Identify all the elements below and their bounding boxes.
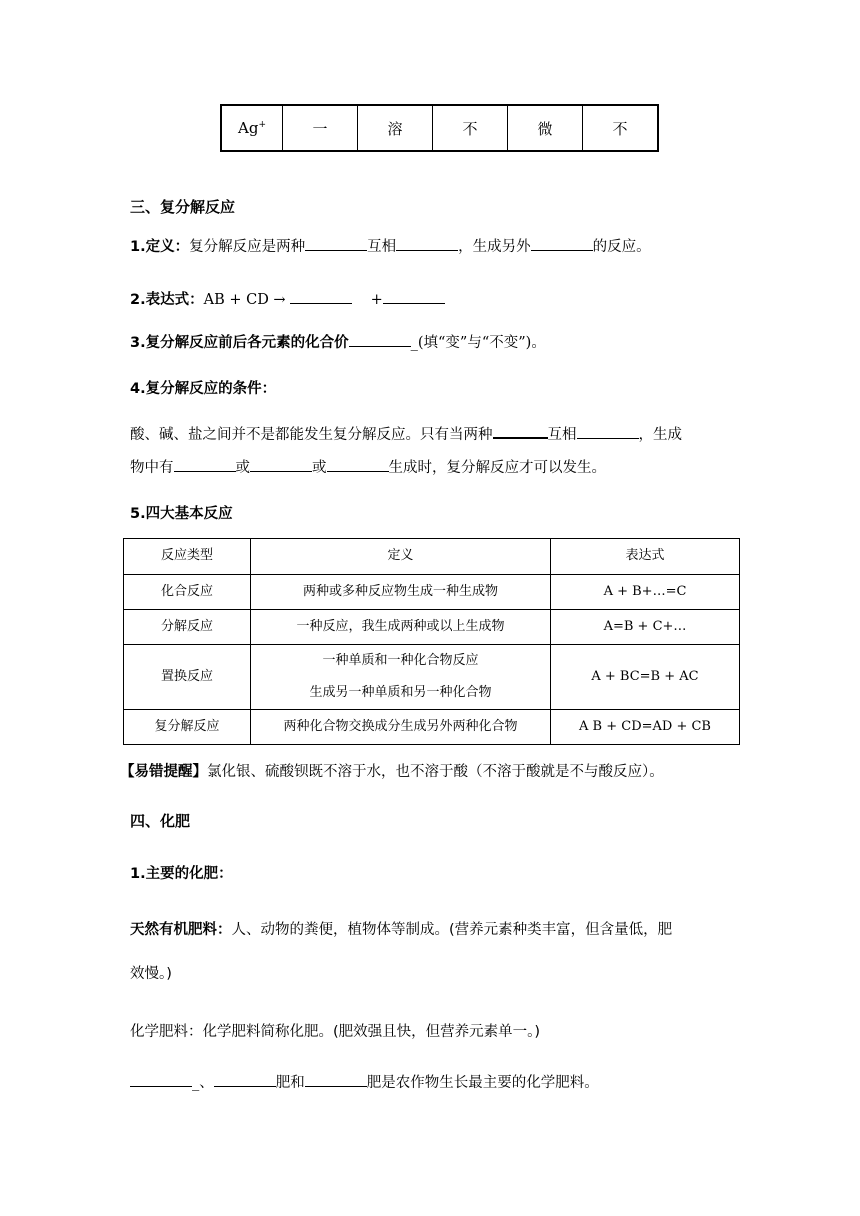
reaction-types-table xyxy=(123,538,740,745)
organic-line-1 xyxy=(130,918,672,939)
solubility-table-fragment xyxy=(220,104,659,152)
header-cell: 反应类型 xyxy=(124,539,251,575)
text: ，生成 xyxy=(638,427,682,443)
table-row xyxy=(221,105,658,151)
text: 物中有 xyxy=(130,460,174,476)
blank xyxy=(396,238,458,251)
ion-label: Ag xyxy=(238,119,259,137)
blank xyxy=(130,1074,192,1087)
table-row xyxy=(124,610,740,645)
blank xyxy=(531,238,593,251)
text: 或 xyxy=(312,460,327,476)
table-cell: 微 xyxy=(508,105,583,151)
main-fertilizers-label: 1.主要的化肥： xyxy=(130,866,233,882)
text: 酸、碱、盐之间并不是都能发生复分解反应。只有当两种 xyxy=(130,427,493,443)
organic-line-2 xyxy=(130,962,172,983)
blank xyxy=(305,238,367,251)
blank xyxy=(383,291,445,304)
reminder-text: 氯化银、硫酸钡既不溶于水，也不溶于酸（不溶于酸就是不与酸反应）。 xyxy=(207,764,664,780)
expression-label: 2.表达式： xyxy=(130,292,204,308)
section4-heading: 四、化肥 xyxy=(130,812,191,830)
definition-line xyxy=(130,235,651,256)
table-row xyxy=(124,645,740,710)
table-header-row xyxy=(124,539,740,575)
text: 生成时，复分解反应才可以发生。 xyxy=(388,460,606,476)
type-cell: 置换反应 xyxy=(124,645,251,710)
condition-line-2 xyxy=(130,456,606,477)
header-cell: 定义 xyxy=(251,539,551,575)
definition-cell: 一种反应，我生成两种或以上生成物 xyxy=(251,610,551,645)
blank xyxy=(349,334,411,347)
section3-heading: 三、复分解反应 xyxy=(130,198,236,216)
table-cell: 溶 xyxy=(358,105,433,151)
definition-line-2: 生成另一种单质和另一种化合物 xyxy=(309,685,492,700)
expression-cell: A B + CD=AD + CB xyxy=(551,710,740,745)
text: _、 xyxy=(192,1075,214,1091)
type-cell: 分解反应 xyxy=(124,610,251,645)
text: AB + CD → xyxy=(203,292,286,308)
blank xyxy=(174,459,236,472)
text: 或 xyxy=(235,460,250,476)
text: 互相 xyxy=(367,239,397,255)
blank xyxy=(327,459,389,472)
ion-charge: + xyxy=(258,120,266,130)
table-cell: 一 xyxy=(283,105,358,151)
expression-cell: A + BC=B + AC xyxy=(551,645,740,710)
definition-cell: 两种或多种反应物生成一种生成物 xyxy=(251,575,551,610)
text: + xyxy=(370,292,383,308)
chemical-line xyxy=(130,1020,540,1041)
table-cell: 不 xyxy=(433,105,508,151)
text: 肥和 xyxy=(275,1075,305,1091)
text: 的反应。 xyxy=(592,239,651,255)
organic-text: 人、动物的粪便，植物体等制成。(营养元素种类丰富，但含量低，肥 xyxy=(231,922,673,938)
reminder-label: 【易错提醒】 xyxy=(120,764,207,780)
four-reactions-label-line xyxy=(130,502,233,523)
condition-label-line xyxy=(130,377,276,398)
main-fertilizer-blanks-line xyxy=(130,1071,599,1092)
valence-line xyxy=(130,331,546,352)
blank xyxy=(290,291,352,304)
definition-cell xyxy=(251,645,551,710)
expression-cell: A=B + C+… xyxy=(551,610,740,645)
expression-cell: A + B+…=C xyxy=(551,575,740,610)
text: 互相 xyxy=(547,427,577,443)
text: _(填“变”与“不变”)。 xyxy=(410,335,546,351)
type-cell: 复分解反应 xyxy=(124,710,251,745)
organic-label: 天然有机肥料： xyxy=(130,922,232,938)
ion-cell xyxy=(221,105,283,151)
condition-label: 4.复分解反应的条件： xyxy=(130,381,277,397)
blank xyxy=(250,459,312,472)
definition-cell: 两种化合物交换成分生成另外两种化合物 xyxy=(251,710,551,745)
table-row xyxy=(124,710,740,745)
blank xyxy=(214,1074,276,1087)
definition-label: 1.定义： xyxy=(130,239,190,255)
text: 复分解反应是两种 xyxy=(189,239,306,255)
blank xyxy=(577,426,639,439)
blank xyxy=(493,425,548,439)
reminder-line xyxy=(120,760,664,781)
chemical-label: 化学肥料： xyxy=(130,1024,203,1040)
four-reactions-label: 5.四大基本反应 xyxy=(130,506,233,522)
definition-line-1: 一种单质和一种化合物反应 xyxy=(322,653,479,668)
table-row xyxy=(124,575,740,610)
organic-text-cont: 效慢。) xyxy=(130,966,172,982)
main-fertilizers-line xyxy=(130,862,233,883)
chemical-text: 化学肥料简称化肥。(肥效强且快，但营养元素单一。) xyxy=(202,1024,541,1040)
type-cell: 化合反应 xyxy=(124,575,251,610)
text: 肥是农作物生长最主要的化学肥料。 xyxy=(366,1075,599,1091)
text: ，生成另外 xyxy=(458,239,531,255)
table-cell: 不 xyxy=(583,105,659,151)
condition-line-1 xyxy=(130,423,682,444)
expression-line xyxy=(130,288,445,309)
header-cell: 表达式 xyxy=(551,539,740,575)
valence-label: 3.复分解反应前后各元素的化合价 xyxy=(130,335,349,351)
blank xyxy=(305,1074,367,1087)
